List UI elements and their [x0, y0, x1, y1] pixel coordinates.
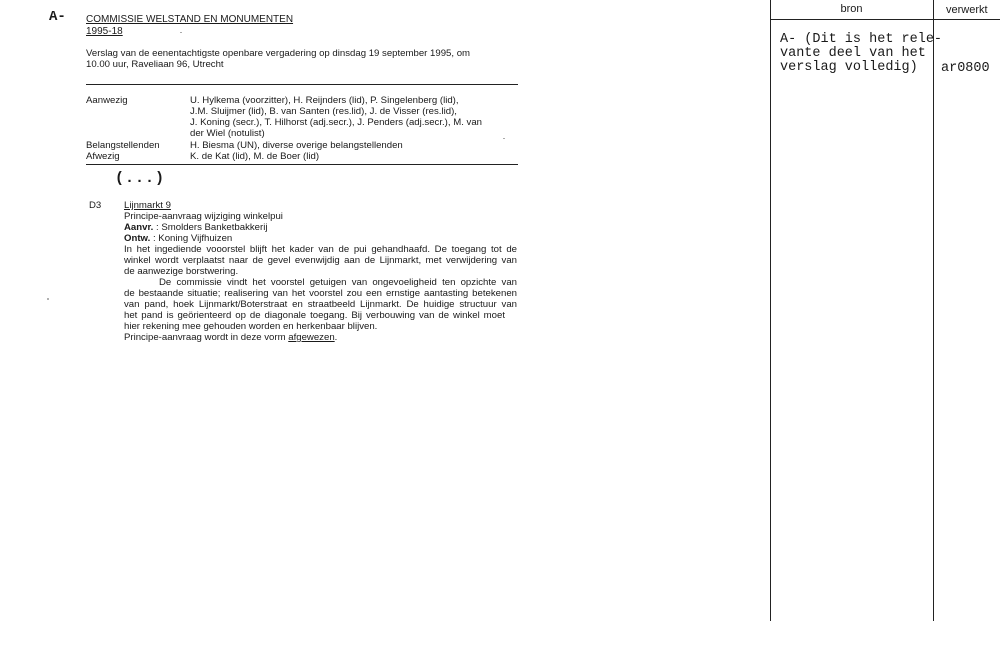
conclusion-period: .: [334, 332, 338, 343]
designer-row: [124, 233, 232, 244]
designer-label: Ontw.: [124, 233, 151, 244]
conclusion-verdict: afgewezen: [288, 332, 335, 343]
table-header-divider: [770, 19, 1000, 20]
header-divider: [86, 84, 518, 85]
organization-title: COMMISSIE WELSTAND EN MONUMENTEN: [86, 14, 294, 25]
applicant-label: Aanvr.: [124, 222, 154, 233]
intro-line-2: 10.00 uur, Raveliaan 96, Utrecht: [86, 59, 224, 70]
paragraph-2-line: de bestaande situatie; realisering van het voorstel zou een ernstige aantasting betekenen: [124, 288, 517, 299]
source-note-line: verslag volledig): [780, 60, 918, 75]
absent-label: Afwezig: [86, 151, 120, 162]
paragraph-2-line: van pand, hoek Lijnmarkt/Boterstraat en straatbeeld Lijnmarkt. De huidige structuur van: [124, 299, 517, 310]
paragraph-2-line: De commissie vindt het voorstel getuigen van ongevoeligheid ten opzichte van: [159, 277, 517, 288]
table-column-divider: [933, 0, 934, 621]
paragraph-2-line: hier rekening mee gehouden worden en herkenbaar blijven.: [124, 321, 378, 332]
paragraph-1-line: In het ingediende vooorstel blijft het kader van de pui gehandhaafd. De toegang tot de: [124, 244, 517, 255]
report-number: 1995-18: [86, 26, 123, 37]
present-line: U. Hylkema (voorzitter), H. Reijnders (lid), P. Singelenberg (lid),: [190, 95, 459, 106]
source-note-line: A- (Dit is het rele-: [780, 32, 943, 47]
paragraph-1-line: winkel wordt verplaatst naar de gevel evenwijdig aan de Lijnmarkt, met verwijdering van: [124, 255, 517, 266]
column-header-processed: verwerkt: [946, 4, 988, 16]
attendance-divider: [86, 164, 518, 165]
source-note-line: vante deel van het: [780, 46, 926, 61]
conclusion-text: Principe-aanvraag wordt in deze vorm: [124, 332, 289, 343]
stakeholders-label: Belangstellenden: [86, 140, 160, 151]
omission-ellipsis: (...): [115, 170, 166, 187]
item-subtitle: Principe-aanvraag wijziging winkelpui: [124, 211, 283, 222]
present-line: der Wiel (notulist): [190, 128, 265, 139]
margin-mark: A-: [49, 9, 66, 25]
applicant-row: [124, 222, 267, 233]
scan-speck: [503, 138, 505, 139]
conclusion: [124, 332, 337, 343]
item-code: D3: [89, 200, 102, 211]
item-title: Lijnmarkt 9: [124, 200, 171, 211]
present-line: J.M. Sluijmer (lid), B. van Santen (res.lid), J. de Visser (res.lid),: [190, 106, 457, 117]
paragraph-2-line: het pand is geörienteerd op de diagonale toegang. Bij verbouwing van de winkel moet: [124, 310, 505, 321]
applicant-value: : Smolders Banketbakkerij: [156, 222, 268, 233]
stakeholders-value: H. Biesma (UN), diverse overige belangstellenden: [190, 140, 403, 151]
present-label: Aanwezig: [86, 95, 128, 106]
intro-line-1: Verslag van de eenentachtigste openbare vergadering op dinsdag 19 september 1995, om: [86, 48, 471, 59]
column-header-source: bron: [840, 3, 863, 15]
paragraph-1-line: de aanwezige borstwering.: [124, 266, 239, 277]
table-left-border: [770, 0, 771, 621]
scan-speck: [47, 298, 49, 300]
scan-speck: [180, 32, 182, 33]
present-line: J. Koning (secr.), T. Hilhorst (adj.secr.), J. Penders (adj.secr.), M. van: [190, 117, 482, 128]
designer-value: : Koning Vijfhuizen: [152, 233, 233, 244]
absent-value: K. de Kat (lid), M. de Boer (lid): [190, 151, 320, 162]
processed-code: ar0800: [941, 61, 990, 76]
